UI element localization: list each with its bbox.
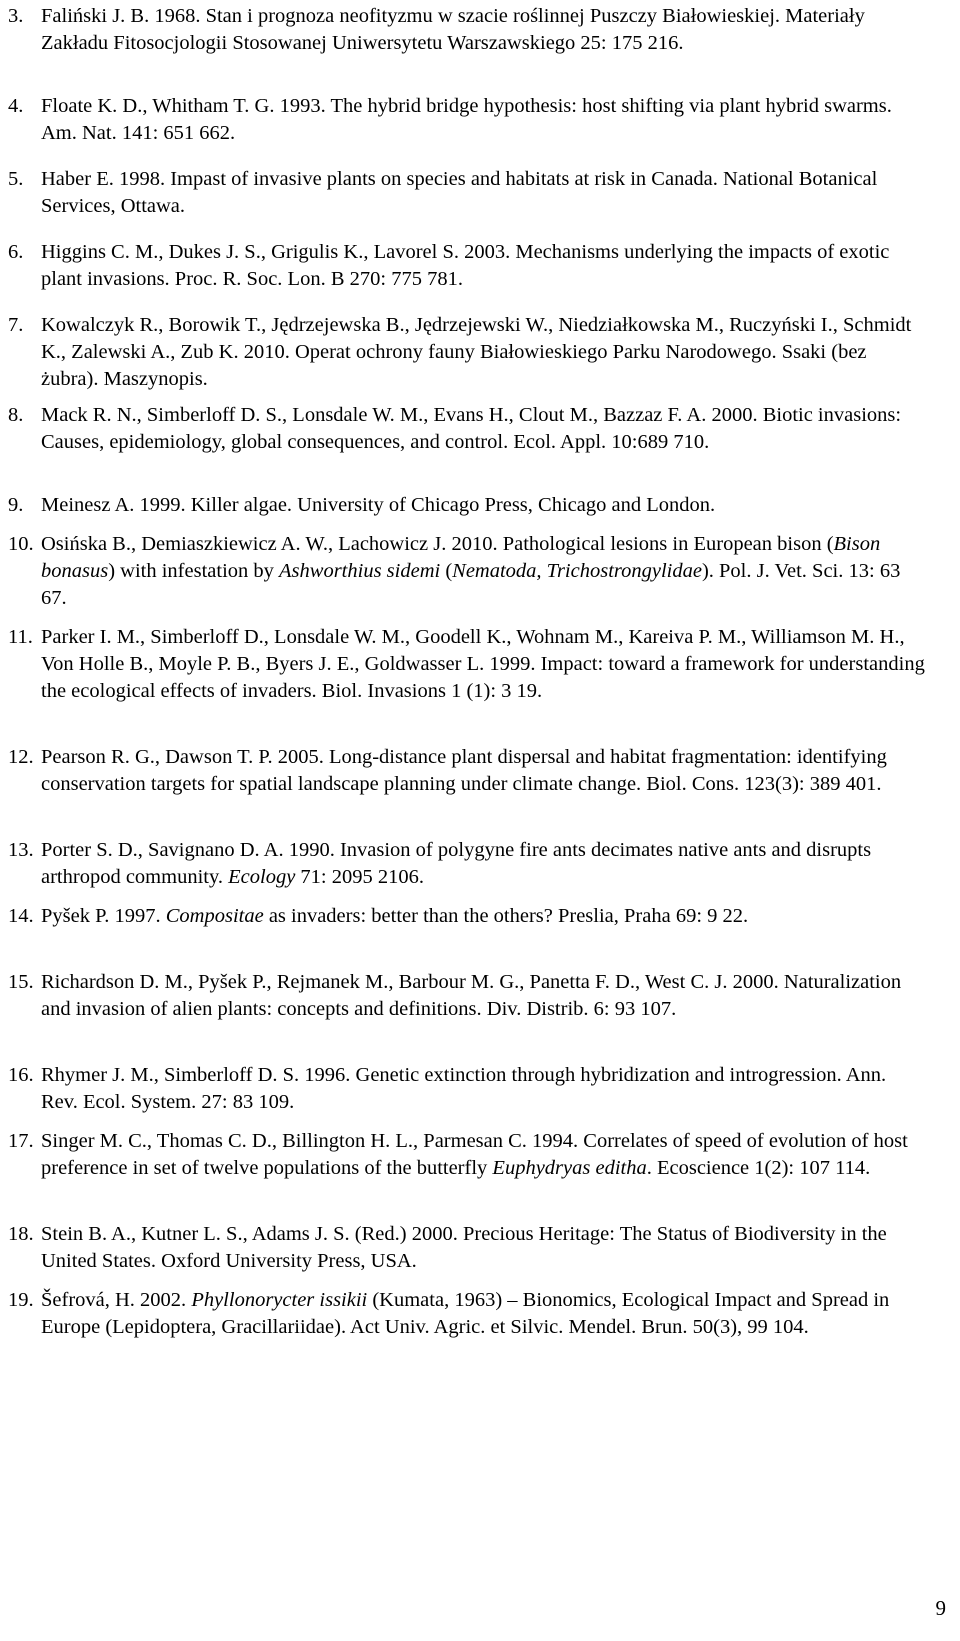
reference-text <box>41 93 928 147</box>
reference-number: 14. <box>8 905 34 927</box>
reference-segment: . Ecoscience 1(2): 107 114. <box>646 1157 871 1179</box>
reference-text <box>41 492 928 519</box>
reference-segment-italic: Ashworthius sidemi <box>279 560 441 582</box>
reference-number: 12. <box>8 746 34 768</box>
reference-segment: Porter S. D., Savignano D. A. 1990. Invasion of polygyne fire ants decimates native ants and disrupts arthropod community. <box>41 839 872 888</box>
reference-segment: Pearson R. G., Dawson T. P. 2005. Long-distance plant dispersal and habitat fragmentation: identifying conservation targets for spatial landscape planning under climate change. Biol. Cons. 123(3): 389 401. <box>41 746 887 795</box>
reference-item <box>8 531 928 612</box>
reference-segment: ). Pol. J. Vet. Sci. 13: 63 67. <box>41 560 901 609</box>
reference-item <box>8 3 928 84</box>
reference-text <box>41 903 928 930</box>
reference-number: 6. <box>8 241 24 263</box>
reference-item <box>8 166 928 230</box>
reference-segment: as invaders: better than the others? Preslia, Praha 69: 9 22. <box>263 905 749 927</box>
reference-text <box>41 744 928 798</box>
reference-item <box>8 239 928 303</box>
reference-number: 10. <box>8 533 34 555</box>
reference-segment: Richardson D. M., Pyšek P., Rejmanek M., Barbour M. G., Panetta F. D., West C. J. 2000. Naturalization and invasion of alien plants: concepts and definitions. Div. Distrib. 6: 93 107. <box>41 971 902 1020</box>
reference-segment: Osińska B., Demiaszkiewicz A. W., Lachowicz J. 2010. Pathological lesions in European bison ( <box>41 533 834 555</box>
page-number: 9 <box>935 1596 946 1620</box>
reference-text <box>41 1062 928 1116</box>
reference-segment-italic: Phyllonorycter issikii <box>191 1289 368 1311</box>
reference-segment: Mack R. N., Simberloff D. S., Lonsdale W. M., Evans H., Clout M., Bazzaz F. A. 2000. Biotic invasions: Causes, epidemiology, global consequences, and control. Ecol. Appl. 10:689 710. <box>41 404 902 453</box>
reference-number: 13. <box>8 839 34 861</box>
reference-text <box>41 239 928 293</box>
reference-segment: Parker I. M., Simberloff D., Lonsdale W. M., Goodell K., Wohnam M., Kareiva P. M., Williamson M. H., Von Holle B., Moyle P. B., Byers J. E., Goldwasser L. 1999. Impact: toward a framework for understanding the ecological effects of invaders. Biol. Invasions 1 (1): 3 19. <box>41 626 925 702</box>
reference-segment-italic: Compositae <box>165 905 264 927</box>
reference-item <box>8 312 928 393</box>
reference-text <box>41 969 928 1023</box>
reference-item <box>8 744 928 825</box>
reference-text <box>41 402 928 456</box>
reference-number: 9. <box>8 494 24 516</box>
reference-text <box>41 1128 928 1182</box>
reference-text <box>41 837 928 891</box>
reference-segment: Floate K. D., Whitham T. G. 1993. The hybrid bridge hypothesis: host shifting via plant hybrid swarms. Am. Nat. 141: 651 662. <box>41 95 892 144</box>
reference-number: 7. <box>8 314 24 336</box>
reference-text <box>41 166 928 220</box>
reference-number: 19. <box>8 1289 34 1311</box>
reference-segment: Haber E. 1998. Impast of invasive plants on species and habitats at risk in Canada. National Botanical Services, Ottawa. <box>41 168 878 217</box>
reference-text <box>41 3 928 57</box>
reference-segment-italic: Ecology <box>228 866 296 888</box>
reference-segment: Higgins C. M., Dukes J. S., Grigulis K., Lavorel S. 2003. Mechanisms underlying the impacts of exotic plant invasions. Proc. R. Soc. Lon. B 270: 775 781. <box>41 241 890 290</box>
reference-number: 5. <box>8 168 24 190</box>
reference-item <box>8 624 928 732</box>
reference-item <box>8 903 928 957</box>
reference-number: 3. <box>8 5 24 27</box>
reference-segment: Singer M. C., Thomas C. D., Billington H. L., Parmesan C. 1994. Correlates of speed of evolution of host preference in set of twelve populations of the butterfly <box>41 1130 908 1179</box>
reference-item <box>8 969 928 1050</box>
reference-item <box>8 492 928 519</box>
reference-item <box>8 1128 928 1209</box>
reference-item <box>8 402 928 483</box>
reference-number: 15. <box>8 971 34 993</box>
reference-number: 18. <box>8 1223 34 1245</box>
reference-segment: Meinesz A. 1999. Killer algae. University of Chicago Press, Chicago and London. <box>41 494 716 516</box>
reference-number: 8. <box>8 404 24 426</box>
reference-number: 17. <box>8 1130 34 1152</box>
reference-text <box>41 1221 928 1275</box>
reference-segment: ) with infestation by <box>108 560 280 582</box>
reference-text <box>41 531 928 612</box>
reference-segment: Šefrová, H. 2002. <box>41 1289 192 1311</box>
reference-segment-italic: Bison bonasus <box>41 533 881 582</box>
reference-segment: Rhymer J. M., Simberloff D. S. 1996. Genetic extinction through hybridization and introgression. Ann. Rev. Ecol. System. 27: 83 109. <box>41 1064 887 1113</box>
reference-segment: ( <box>440 560 453 582</box>
reference-item <box>8 93 928 157</box>
reference-segment-italic: Euphydryas editha <box>492 1157 647 1179</box>
reference-segment: (Kumata, 1963) – Bionomics, Ecological Impact and Spread in Europe (Lepidoptera, Gracillariidae). Act Univ. Agric. et Silvic. Mendel. Brun. 50(3), 99 104. <box>41 1289 890 1338</box>
reference-text <box>41 1287 928 1341</box>
reference-text <box>41 624 928 705</box>
reference-item <box>8 837 928 891</box>
reference-segment: Pyšek P. 1997. <box>41 905 166 927</box>
reference-segment-italic: Nematoda, Trichostrongylidae <box>452 560 702 582</box>
reference-text <box>41 312 928 393</box>
reference-segment: Stein B. A., Kutner L. S., Adams J. S. (Red.) 2000. Precious Heritage: The Status of Biodiversity in the United States. Oxford University Press, USA. <box>41 1223 887 1272</box>
reference-item <box>8 1221 928 1275</box>
reference-list <box>8 3 928 1368</box>
reference-segment: 71: 2095 2106. <box>295 866 424 888</box>
reference-number: 4. <box>8 95 24 117</box>
reference-number: 11. <box>8 626 33 648</box>
reference-number: 16. <box>8 1064 34 1086</box>
reference-segment: Faliński J. B. 1968. Stan i prognoza neofityzmu w szacie roślinnej Puszczy Białowieskiej. Materiały Zakładu Fitosocjologii Stosowanej Uniwersytetu Warszawskiego 25: 175 216. <box>41 5 865 54</box>
reference-segment: Kowalczyk R., Borowik T., Jędrzejewska B., Jędrzejewski W., Niedziałkowska M., Ruczyński I., Schmidt K., Zalewski A., Zub K. 2010. Operat ochrony fauny Białowieskiego Parku Narodowego. Ssaki (bez żubra). Maszynopis. <box>41 314 912 390</box>
reference-item <box>8 1062 928 1116</box>
reference-item <box>8 1287 928 1368</box>
